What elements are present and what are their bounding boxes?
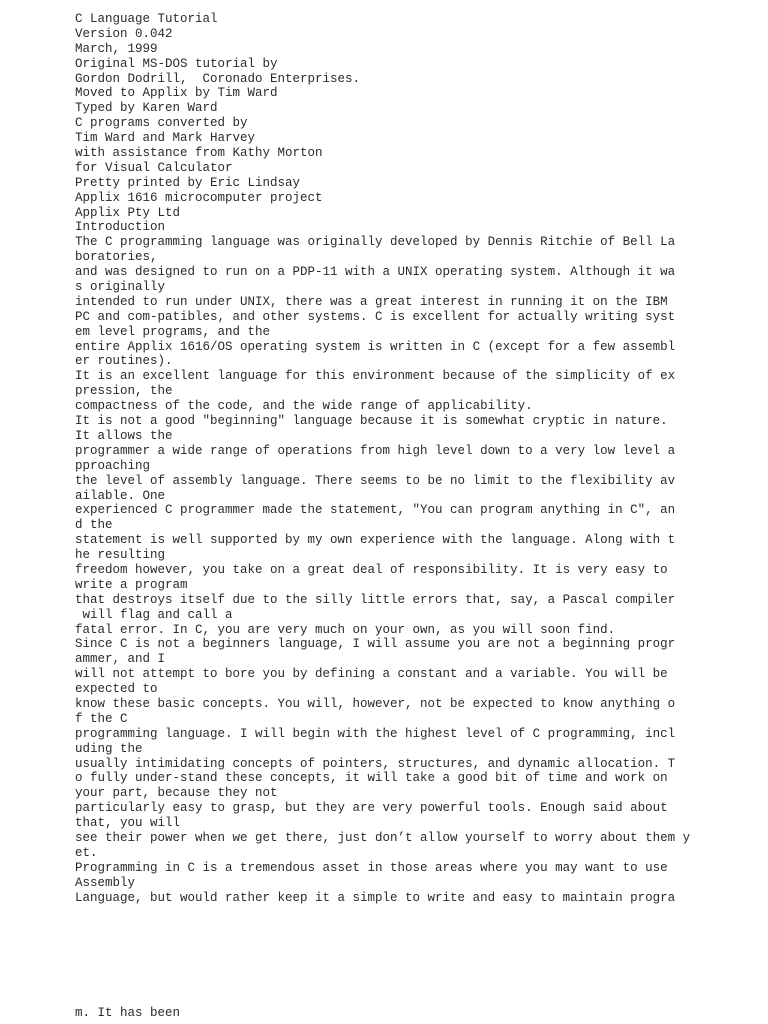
text-line: usually intimidating concepts of pointers, structures, and dynamic allocation. T [75,756,676,771]
text-line: March, 1999 [75,41,158,56]
text-line: Applix Pty Ltd [75,205,181,220]
text-line: er routines). [75,354,173,369]
text-line: d the [75,518,113,533]
text-line: experienced C programmer made the statement, "You can program anything in C", an [75,503,676,518]
text-line: Pretty printed by Eric Lindsay [75,175,301,190]
text-line: that destroys itself due to the silly little errors that, say, a Pascal compiler [75,592,676,607]
text-line: fatal error. In C, you are very much on your own, as you will soon find. [75,622,616,637]
text-line: statement is well supported by my own experience with the language. Along with t [75,533,676,548]
text-line: entire Applix 1616/OS operating system is written in C (except for a few assembl [75,339,676,354]
text-line: Original MS-DOS tutorial by [75,56,278,71]
text-line: intended to run under UNIX, there was a great interest in running it on the IBM [75,294,668,309]
text-line: s originally [75,280,166,295]
text-line: particularly easy to grasp, but they are very powerful tools. Enough said about [75,801,668,816]
text-line: the level of assembly language. There seems to be no limit to the flexibility av [75,473,676,488]
text-line: m. It has been [75,1006,181,1020]
text-line: C Language Tutorial [75,12,218,26]
text-line: see their power when we get there, just don’t allow yourself to worry about them y [75,830,691,845]
text-line: pproaching [75,458,151,473]
text-line: for Visual Calculator [75,160,233,175]
text-line: Applix 1616 microcomputer project [75,190,323,205]
text-line: C programs converted by [75,116,248,131]
text-line: Tim Ward and Mark Harvey [75,131,256,146]
text-line: that, you will [75,816,181,831]
text-line: o fully under-stand these concepts, it will take a good bit of time and work on [75,771,668,786]
text-line: write a program [75,577,188,592]
text-line: he resulting [75,548,166,563]
text-line: em level programs, and the [75,324,271,339]
text-line: It is an excellent language for this environment because of the simplicity of ex [75,369,676,384]
text-line: Since C is not a beginners language, I will assume you are not a beginning progr [75,637,676,652]
text-line: Programming in C is a tremendous asset in those areas where you may want to use [75,860,668,875]
text-line: boratories, [75,250,158,265]
text-line: et. [75,845,98,860]
text-line: programming language. I will begin with the highest level of C programming, incl [75,726,676,741]
text-line: The C programming language was originally developed by Dennis Ritchie of Bell La [75,235,676,250]
text-line: expected to [75,682,158,697]
text-line: Language, but would rather keep it a simple to write and easy to maintain progra [75,890,676,905]
text-line: Typed by Karen Ward [75,101,218,116]
text-line: will flag and call a [75,607,233,622]
text-line: Assembly [75,875,136,890]
text-line: freedom however, you take on a great deal of responsibility. It is very easy to [75,562,668,577]
text-line: Version 0.042 [75,26,173,41]
text-line: It is not a good "beginning" language because it is somewhat cryptic in nature. [75,414,668,429]
text-line: and was designed to run on a PDP-11 with a UNIX operating system. Although it wa [75,265,676,280]
text-line: compactness of the code, and the wide range of applicability. [75,399,533,414]
document-text [75,12,690,905]
text-line: Moved to Applix by Tim Ward [75,86,278,101]
text-line: with assistance from Kathy Morton [75,146,323,161]
text-line: will not attempt to bore you by defining a constant and a variable. You will be [75,667,668,682]
text-line: PC and com-patibles, and other systems. C is excellent for actually writing syst [75,309,676,324]
text-line: It allows the [75,428,173,443]
text-line: f the C [75,711,128,726]
text-line: Introduction [75,220,166,235]
text-line: programmer a wide range of operations from high level down to a very low level a [75,443,676,458]
text-line: pression, the [75,384,173,399]
document-text-continuation [75,1006,180,1021]
text-line: uding the [75,741,143,756]
text-line: know these basic concepts. You will, however, not be expected to know anything o [75,696,676,711]
text-line: ailable. One [75,488,166,503]
text-line: Gordon Dodrill, Coronado Enterprises. [75,71,361,86]
text-line: your part, because they not [75,786,278,801]
text-line: ammer, and I [75,652,166,667]
